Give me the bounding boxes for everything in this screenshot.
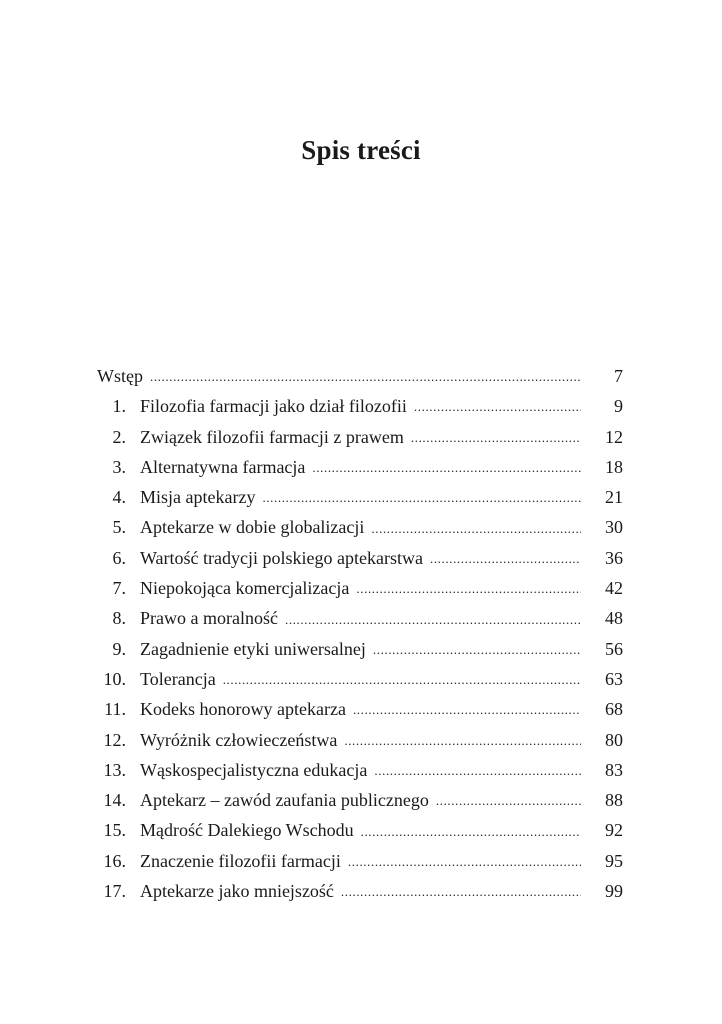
toc-entry[interactable] [97, 603, 623, 633]
toc-entry-title: Wąskospecjalistyczna edukacja [140, 759, 368, 780]
toc-page-number: 56 [605, 638, 623, 659]
toc-entry-title: Aptekarze jako mniejszość [140, 881, 334, 902]
toc-chapter-number: 9. [112, 638, 126, 659]
toc-entry-title: Zagadnienie etyki uniwersalnej [140, 638, 366, 659]
toc-chapter-number: 4. [112, 487, 126, 508]
toc-entry[interactable] [97, 664, 623, 694]
toc-chapter-number: 17. [103, 881, 126, 902]
toc-entry[interactable] [97, 755, 623, 785]
toc-entry[interactable] [97, 573, 623, 603]
toc-page-number: 36 [605, 547, 623, 568]
toc-chapter-number: 1. [112, 396, 126, 417]
toc-entry-title: Wartość tradycji polskiego aptekarstwa [140, 547, 423, 568]
toc-dot-leader [414, 396, 581, 416]
toc-entry[interactable] [97, 543, 623, 573]
page-title: Spis treści [301, 135, 421, 165]
toc-dot-leader [312, 457, 581, 477]
toc-entry-title: Mądrość Dalekiego Wschodu [140, 820, 354, 841]
toc-entry-title: Znaczenie filozofii farmacji [140, 850, 341, 871]
toc-entry[interactable] [97, 422, 623, 452]
toc-chapter-number: 8. [112, 608, 126, 629]
toc-chapter-number: 3. [112, 456, 126, 477]
toc-chapter-list [97, 391, 623, 906]
toc-dot-leader [341, 881, 581, 901]
toc-entry-intro[interactable] [97, 361, 623, 391]
toc-page-number: 92 [605, 820, 623, 841]
toc-entry-title: Związek filozofii farmacji z prawem [140, 426, 404, 447]
toc-page-number: 99 [605, 881, 623, 902]
toc-entry[interactable] [97, 512, 623, 542]
toc-entry-title: Filozofia farmacji jako dział filozofii [140, 396, 407, 417]
toc-chapter-number: 16. [103, 850, 126, 871]
toc-page-number: 42 [605, 578, 623, 599]
toc-dot-leader [285, 609, 581, 629]
toc-chapter-number: 7. [112, 578, 126, 599]
toc-entry-title: Niepokojąca komercjalizacja [140, 578, 350, 599]
toc-page-number: 95 [605, 850, 623, 871]
toc-chapter-number: 12. [103, 729, 126, 750]
toc-dot-leader [430, 548, 581, 568]
toc-page-number: 30 [605, 517, 623, 538]
toc-page-number: 12 [605, 426, 623, 447]
toc-entry-title: Prawo a moralność [140, 608, 278, 629]
toc-entry[interactable] [97, 815, 623, 845]
toc-entry-title: Kodeks honorowy aptekarza [140, 699, 346, 720]
toc-dot-leader [371, 518, 581, 538]
toc-entry[interactable] [97, 846, 623, 876]
toc-dot-leader [436, 790, 581, 810]
toc-dot-leader [150, 366, 581, 386]
toc-chapter-number: 5. [112, 517, 126, 538]
table-of-contents [97, 361, 623, 906]
toc-entry[interactable] [97, 482, 623, 512]
toc-page-number: 9 [614, 396, 623, 417]
toc-chapter-number: 14. [103, 790, 126, 811]
toc-page-number: 63 [605, 668, 623, 689]
toc-entry[interactable] [97, 725, 623, 755]
toc-dot-leader [262, 487, 581, 507]
toc-dot-leader [361, 821, 581, 841]
toc-page-number: 88 [605, 790, 623, 811]
toc-chapter-number: 10. [103, 668, 126, 689]
toc-chapter-number: 11. [104, 699, 126, 720]
toc-entry[interactable] [97, 391, 623, 421]
toc-dot-leader [353, 699, 581, 719]
toc-entry[interactable] [97, 876, 623, 906]
toc-entry-title: Misja aptekarzy [140, 487, 256, 508]
toc-entry-title: Aptekarze w dobie globalizacji [140, 517, 365, 538]
toc-entry-title: Wyróżnik człowieczeństwa [140, 729, 338, 750]
toc-chapter-number: 2. [112, 426, 126, 447]
toc-dot-leader [411, 427, 581, 447]
toc-dot-leader [348, 851, 581, 871]
toc-dot-leader [374, 760, 581, 780]
toc-entry-title: Aptekarz – zawód zaufania publicznego [140, 790, 429, 811]
toc-entry-title: Tolerancja [140, 668, 216, 689]
toc-page-number: 18 [605, 456, 623, 477]
toc-entry-title: Alternatywna farmacja [140, 456, 306, 477]
toc-chapter-number: 13. [103, 759, 126, 780]
toc-entry[interactable] [97, 634, 623, 664]
toc-page-number: 21 [605, 487, 623, 508]
toc-chapter-number: 15. [103, 820, 126, 841]
toc-page-number: 80 [605, 729, 623, 750]
toc-page-number: 83 [605, 759, 623, 780]
toc-page-number: 68 [605, 699, 623, 720]
toc-dot-leader [223, 669, 581, 689]
toc-entry[interactable] [97, 785, 623, 815]
toc-dot-leader [356, 578, 581, 598]
toc-dot-leader [344, 730, 581, 750]
toc-chapter-number: 6. [112, 547, 126, 568]
toc-entry-title: Wstęp [97, 366, 143, 386]
toc-entry[interactable] [97, 452, 623, 482]
toc-entry[interactable] [97, 694, 623, 724]
toc-page-number: 7 [614, 366, 623, 386]
toc-page-number: 48 [605, 608, 623, 629]
toc-dot-leader [373, 639, 581, 659]
